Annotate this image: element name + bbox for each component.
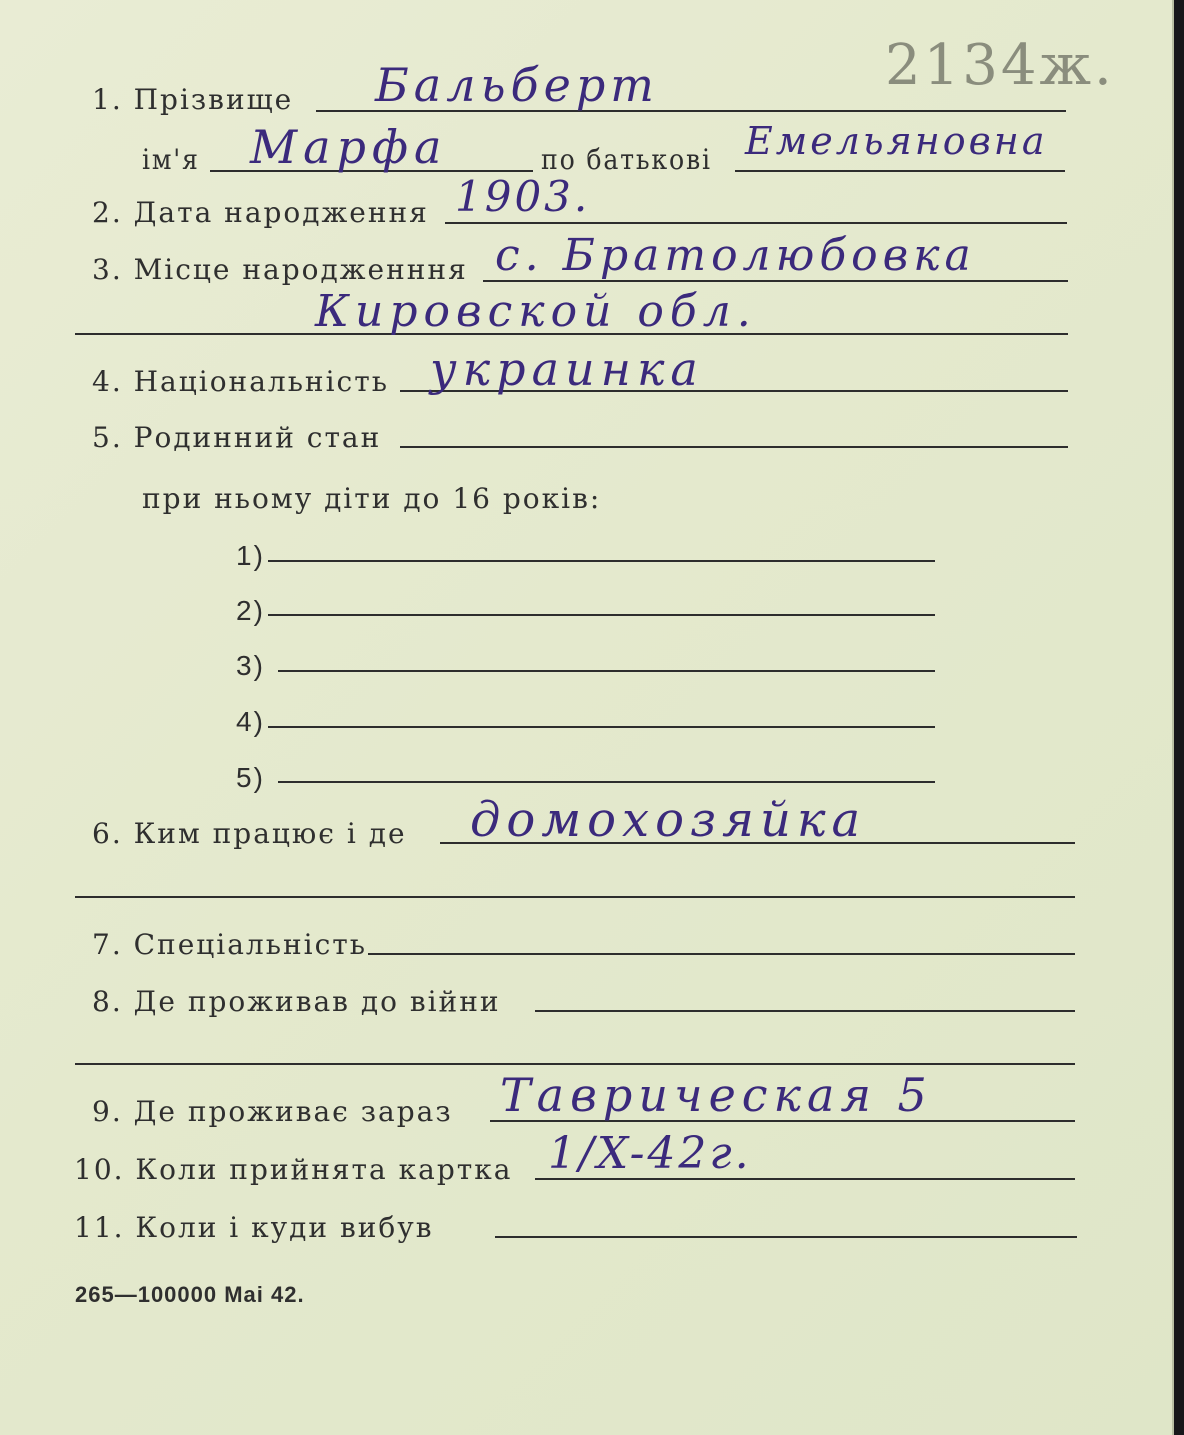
prewar-residence-line-1: [535, 1010, 1075, 1012]
occupation-entry: домохозяйка: [470, 792, 867, 848]
field-4-nationality-label: 4. Національність: [92, 365, 389, 398]
field-7-specialty-label: 7. Спеціальність: [92, 928, 367, 961]
field-9-current-residence-label: 9. Де проживає зараз: [92, 1095, 453, 1128]
child-5-label: 5): [236, 762, 265, 793]
current-residence-entry: Таврическая 5: [500, 1068, 933, 1122]
child-2-label: 2): [236, 595, 265, 626]
field-11-departure-label: 11. Коли і куди вибув: [74, 1211, 434, 1244]
field-3-birthplace-label: 3. Місце народженння: [92, 253, 468, 286]
child-4-label: 4): [236, 706, 265, 737]
prewar-residence-line-2: [75, 1063, 1075, 1065]
field-2-birthdate-label: 2. Дата народження: [92, 196, 429, 229]
child-3-line: [278, 670, 935, 672]
occupation-line-2: [75, 896, 1075, 898]
field-6-occupation-label: 6. Ким працює і де: [92, 817, 407, 850]
first-name-entry: Марфа: [250, 120, 448, 174]
card-date-entry: 1/X-42г.: [548, 1128, 752, 1179]
child-3-label: 3): [236, 650, 265, 681]
field-1-surname-label: 1. Прізвище: [92, 83, 294, 116]
departure-line: [495, 1236, 1077, 1238]
field-8-prewar-residence-label: 8. Де проживав до війни: [92, 985, 501, 1018]
patronymic-entry: Емельяновна: [745, 119, 1048, 163]
patronymic-label: по батькові: [541, 143, 712, 176]
birthplace-entry-1: с. Братолюбовка: [495, 230, 976, 281]
birthplace-entry-2: Кировской обл.: [315, 286, 757, 337]
specialty-line: [368, 953, 1075, 955]
child-1-label: 1): [236, 540, 265, 571]
child-5-line: [278, 781, 935, 783]
marital-status-line: [400, 446, 1068, 448]
patronymic-line: [735, 170, 1065, 172]
birthdate-entry: 1903.: [455, 172, 591, 221]
birthdate-line: [445, 222, 1067, 224]
card-number-entry: 2134ж.: [885, 33, 1115, 98]
field-5-marital-status-label: 5. Родинний стан: [92, 421, 382, 454]
nationality-entry: украинка: [430, 342, 704, 396]
child-4-line: [268, 726, 935, 728]
children-label: при ньому діти до 16 років:: [142, 482, 602, 515]
child-2-line: [268, 614, 935, 616]
first-name-label: ім'я: [142, 143, 200, 176]
field-10-card-date-label: 10. Коли прийнята картка: [74, 1153, 513, 1186]
child-1-line: [268, 560, 935, 562]
surname-entry: Бальберт: [375, 58, 659, 112]
print-code-footer: 265—100000 Mai 42.: [75, 1282, 305, 1307]
